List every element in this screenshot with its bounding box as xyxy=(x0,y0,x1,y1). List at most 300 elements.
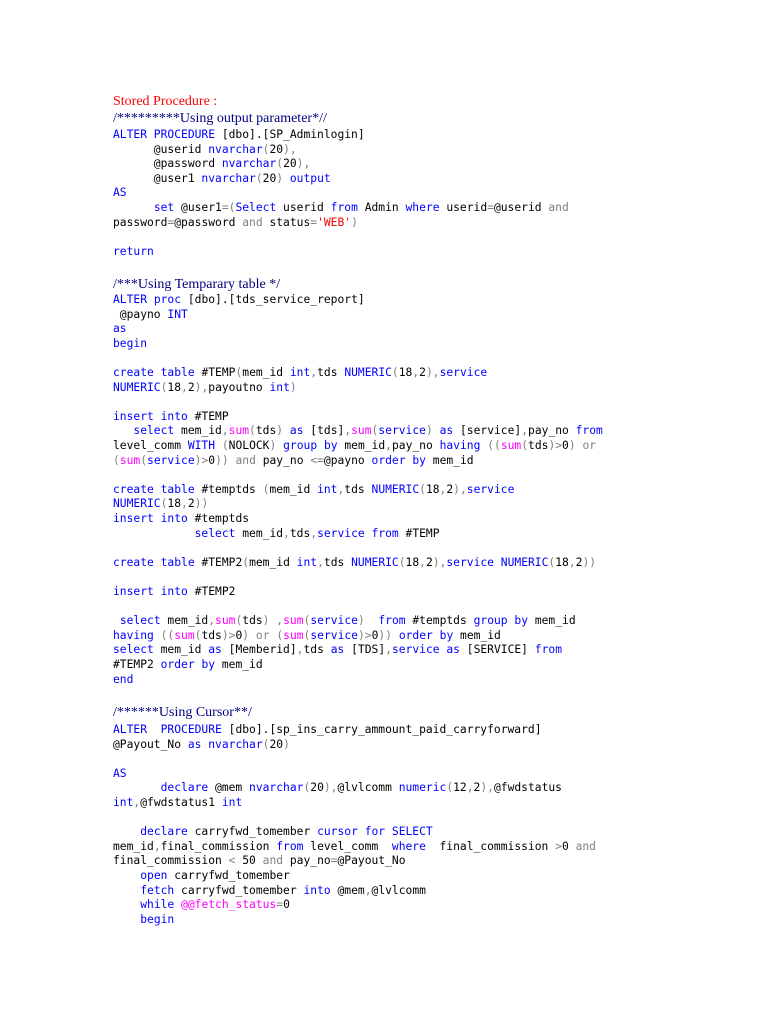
code-token: ( xyxy=(194,628,202,642)
code-token: int xyxy=(113,796,134,809)
code-token: sum xyxy=(283,614,304,628)
code-token: int xyxy=(289,366,311,379)
code-token xyxy=(154,366,161,379)
code-token: ( xyxy=(391,366,399,379)
code-token: @userid xyxy=(493,201,549,214)
code-token: mem_id xyxy=(528,614,576,628)
code-token: @lvlcomm xyxy=(371,883,426,897)
code-token: (( xyxy=(160,628,175,642)
code-token: service xyxy=(391,643,440,657)
code-token: , xyxy=(568,555,576,569)
code-token xyxy=(358,825,365,838)
code-line xyxy=(113,824,433,839)
code-token: into xyxy=(303,883,331,897)
code-token: userid xyxy=(439,201,488,214)
code-line xyxy=(113,244,154,259)
code-token: as xyxy=(187,737,202,751)
code-token: mem_id xyxy=(153,643,209,657)
code-line xyxy=(113,511,249,526)
code-token: )> xyxy=(221,628,236,642)
code-token: )> xyxy=(548,439,563,452)
code-token: )) xyxy=(378,628,392,642)
code-token: 20 xyxy=(269,737,284,751)
code-token: userid xyxy=(276,201,331,214)
code-token: [service] xyxy=(453,424,522,438)
code-token: service xyxy=(317,526,365,540)
code-token: [tds] xyxy=(303,424,345,438)
code-token: tds xyxy=(323,555,352,569)
code-token xyxy=(147,293,154,306)
code-token: select xyxy=(113,643,154,657)
code-token: from xyxy=(276,839,304,853)
code-token: mem_id xyxy=(215,658,263,671)
code-token: @fwdstatus1 xyxy=(140,796,222,809)
code-token: @password xyxy=(113,157,222,171)
code-token: (( xyxy=(487,439,501,452)
code-token: tds xyxy=(303,643,331,657)
code-token: ) xyxy=(269,439,277,452)
code-line xyxy=(113,839,596,854)
code-token: @lvlcomm xyxy=(337,781,399,795)
code-token: from xyxy=(330,201,358,214)
section-heading-cursor: /******Using Cursor**/ xyxy=(113,705,252,720)
code-token: level_comm xyxy=(113,439,188,452)
code-token: by xyxy=(412,453,426,467)
code-line xyxy=(113,171,331,186)
code-token: service xyxy=(310,628,358,642)
code-token: ALTER xyxy=(113,293,148,306)
code-token: and xyxy=(235,453,256,467)
code-token: ) xyxy=(262,614,270,628)
code-token: ( xyxy=(235,614,243,628)
code-token: ( xyxy=(262,482,270,496)
code-token: < xyxy=(228,854,236,868)
code-token: fetch xyxy=(140,883,175,897)
code-token: #TEMP2 xyxy=(187,585,236,598)
code-token xyxy=(113,898,140,911)
code-token: ( xyxy=(221,439,229,452)
code-token: service xyxy=(466,482,515,496)
code-token: nvarchar xyxy=(208,737,263,751)
code-token xyxy=(113,781,161,794)
code-token: ( xyxy=(303,781,311,795)
code-token: @user1 xyxy=(113,171,202,185)
section-heading-temporary-table: /***Using Temparary table */ xyxy=(113,277,281,292)
code-token: from xyxy=(371,526,399,540)
code-token: ), xyxy=(480,781,494,795)
code-token xyxy=(385,825,392,838)
code-token: create xyxy=(113,482,154,496)
code-token: ), xyxy=(296,157,311,171)
code-token: by xyxy=(514,614,529,628)
code-token: nvarchar xyxy=(201,171,256,185)
code-token: service xyxy=(446,555,494,569)
code-token: mem_id xyxy=(174,424,222,438)
code-token: carryfwd_tomember xyxy=(174,883,304,897)
code-token: = xyxy=(276,898,284,912)
code-token: ( xyxy=(262,737,270,751)
code-token: ), xyxy=(453,482,467,496)
code-token: #TEMP xyxy=(398,526,440,540)
code-token: #TEMP xyxy=(194,366,236,379)
code-token: end xyxy=(113,672,134,686)
code-token: select xyxy=(133,424,175,438)
code-token xyxy=(283,424,290,437)
code-token: @payno xyxy=(113,307,168,321)
code-token: as xyxy=(208,643,222,657)
code-token: ), xyxy=(432,555,447,569)
code-token: ) xyxy=(283,737,290,751)
code-token: final_commission xyxy=(425,839,556,853)
code-token: int xyxy=(269,380,290,394)
code-line xyxy=(113,722,542,737)
code-token xyxy=(154,556,161,569)
code-token: and xyxy=(548,201,569,214)
code-token: for xyxy=(364,825,386,839)
code-token: @mem xyxy=(208,781,250,795)
code-token: by xyxy=(201,658,216,671)
code-token: @Payout_No xyxy=(113,737,188,751)
code-token xyxy=(154,410,161,423)
code-token: NUMERIC xyxy=(500,555,549,569)
code-line xyxy=(113,321,127,336)
code-token: ( xyxy=(446,781,454,795)
code-token: NUMERIC xyxy=(351,555,399,569)
code-token: while xyxy=(140,898,175,912)
code-token: ) xyxy=(242,628,250,642)
code-token: final_commission xyxy=(160,839,277,853)
code-line xyxy=(113,336,147,351)
code-token: #temptds xyxy=(187,512,250,525)
code-token: , xyxy=(419,555,426,569)
code-line xyxy=(113,438,596,453)
code-token: #temptds xyxy=(405,614,474,628)
code-token: , xyxy=(317,555,324,569)
code-token xyxy=(113,913,140,926)
code-token: as xyxy=(446,643,460,657)
code-token: , xyxy=(153,839,161,853)
code-token: declare xyxy=(140,825,188,839)
code-token: begin xyxy=(140,912,175,926)
code-token: service xyxy=(439,366,488,379)
code-token: nvarchar xyxy=(221,157,277,171)
code-token: tds xyxy=(255,424,277,438)
code-token: NUMERIC xyxy=(344,366,392,379)
code-token: )) xyxy=(194,497,209,511)
code-token: ALTER xyxy=(113,723,148,736)
code-token: as xyxy=(330,643,345,657)
code-token: ( xyxy=(521,439,529,452)
code-token: 18 xyxy=(167,497,182,511)
code-token: ( xyxy=(160,497,168,511)
code-token xyxy=(113,614,120,627)
code-token xyxy=(215,439,222,452)
code-token: ( xyxy=(262,142,270,156)
code-token xyxy=(433,424,440,437)
code-token: ( xyxy=(255,171,263,185)
code-token: ( xyxy=(160,380,168,394)
code-token: ), xyxy=(194,380,209,394)
code-token: return xyxy=(113,244,154,258)
code-token: @@fetch_status xyxy=(181,898,277,912)
code-token xyxy=(317,439,324,452)
code-token: int xyxy=(221,796,243,809)
code-token: NUMERIC xyxy=(371,482,420,496)
code-line xyxy=(113,292,365,307)
code-token: 2 xyxy=(187,497,195,511)
code-token: ) xyxy=(276,424,284,438)
code-token xyxy=(113,424,133,437)
code-token: ) xyxy=(289,380,297,394)
code-token: )) xyxy=(215,453,229,467)
code-token: 18 xyxy=(425,482,440,496)
code-token: 20 xyxy=(310,781,324,795)
code-token: , xyxy=(364,883,372,897)
code-token xyxy=(147,723,161,736)
code-token: mem_id xyxy=(160,614,209,628)
code-token: , xyxy=(208,614,216,628)
code-token: by xyxy=(323,439,338,452)
code-token: from xyxy=(534,643,563,657)
code-token: select xyxy=(119,614,161,628)
code-line xyxy=(113,526,440,541)
code-line xyxy=(113,200,569,215)
code-token: 'WEB' xyxy=(317,215,352,229)
code-token: 12 xyxy=(453,781,467,795)
code-token: , xyxy=(310,526,318,540)
code-token: group xyxy=(473,614,508,628)
code-token: ( xyxy=(303,628,311,642)
code-line xyxy=(113,883,426,898)
code-token: , xyxy=(521,424,529,438)
code-token: ( xyxy=(242,555,250,569)
code-token: )> xyxy=(194,453,209,467)
code-token: 2 xyxy=(187,380,195,394)
code-token: insert xyxy=(113,409,154,423)
code-line xyxy=(113,737,290,752)
code-token: insert xyxy=(113,512,154,525)
code-token: Admin xyxy=(357,201,406,214)
code-line xyxy=(113,380,297,395)
code-token: nvarchar xyxy=(249,781,304,795)
code-token: #temptds xyxy=(194,482,263,496)
code-token: 50 xyxy=(235,854,263,868)
code-token: carryfwd_tomember xyxy=(167,869,290,882)
code-token: [SERVICE] xyxy=(459,643,535,657)
code-token: , xyxy=(181,497,188,511)
code-line xyxy=(113,628,501,643)
code-token: tds xyxy=(317,366,345,379)
code-line xyxy=(113,496,208,511)
code-token: @Payout_No xyxy=(337,854,406,868)
code-line xyxy=(113,142,297,157)
code-token: pay_no xyxy=(283,854,331,868)
code-token: , xyxy=(133,796,141,809)
code-token: table xyxy=(160,366,195,379)
code-token: [dbo].[SP_Adminlogin] xyxy=(215,128,365,141)
code-line xyxy=(113,672,133,687)
code-line xyxy=(113,613,576,628)
code-token: 0 xyxy=(562,439,569,452)
code-line xyxy=(113,868,290,883)
code-token: ), xyxy=(283,142,297,156)
code-token: ) xyxy=(568,439,576,452)
code-token: , xyxy=(310,366,318,379)
code-token: tds xyxy=(528,439,549,452)
code-line xyxy=(113,584,235,599)
code-token: tds xyxy=(242,614,263,628)
code-line xyxy=(113,185,127,200)
code-token: NUMERIC xyxy=(113,497,161,511)
code-token: , xyxy=(344,424,352,438)
code-token: tds xyxy=(344,482,372,496)
code-line xyxy=(113,127,365,142)
code-token: mem_id xyxy=(235,526,284,540)
code-token: ( xyxy=(249,424,256,438)
code-token: table xyxy=(160,482,195,496)
section-heading-output-parameter: /*********Using output parameter*// xyxy=(113,111,327,126)
code-token: = xyxy=(330,854,338,868)
code-token: and xyxy=(575,839,596,853)
code-token: @user1 xyxy=(174,201,222,214)
code-token: declare xyxy=(160,781,209,795)
code-token: service xyxy=(147,453,195,467)
code-token: AS xyxy=(113,186,127,200)
code-token xyxy=(113,825,140,838)
code-token: as xyxy=(113,322,127,336)
code-token: [dbo].[sp_ins_carry_ammount_paid_carryforward] xyxy=(221,723,542,736)
code-token xyxy=(433,629,440,642)
code-line xyxy=(113,657,263,672)
code-token: , xyxy=(276,614,284,628)
code-token: @userid xyxy=(113,142,209,156)
code-line xyxy=(113,482,514,497)
code-line xyxy=(113,853,406,868)
code-token xyxy=(113,201,154,214)
code-token: table xyxy=(160,555,195,569)
code-token: NUMERIC xyxy=(113,380,161,394)
code-token: 18 xyxy=(167,380,182,394)
code-token: = xyxy=(487,201,494,214)
code-token: , xyxy=(385,643,392,657)
code-token xyxy=(154,512,161,525)
code-token: ) xyxy=(351,215,358,229)
code-token: 20 xyxy=(283,157,297,171)
code-line xyxy=(113,642,562,657)
code-token: ( xyxy=(303,614,311,628)
code-token: ( xyxy=(398,555,406,569)
code-line xyxy=(113,897,290,912)
code-token: where xyxy=(391,839,426,853)
code-token: begin xyxy=(113,336,148,350)
code-token: Select xyxy=(235,201,277,214)
code-token: ( xyxy=(276,628,284,642)
document-title: Stored Procedure : xyxy=(113,94,218,109)
code-token: 2 xyxy=(473,781,481,795)
code-token xyxy=(392,629,399,642)
code-token: mem_id xyxy=(453,628,501,642)
code-token xyxy=(154,585,161,598)
code-token: as xyxy=(289,424,304,438)
code-token: 2 xyxy=(575,555,583,569)
code-token: ( xyxy=(276,157,284,171)
code-token: 0 xyxy=(561,839,576,853)
code-token: or xyxy=(255,628,270,642)
code-token: @payno xyxy=(323,453,372,467)
code-token: ( xyxy=(419,482,426,496)
code-token: , xyxy=(412,366,420,379)
code-token xyxy=(249,629,256,642)
code-token: sum xyxy=(500,439,522,452)
code-token: 18 xyxy=(555,555,569,569)
code-token: into xyxy=(160,512,188,525)
code-token: @password xyxy=(174,215,243,229)
code-token: 2 xyxy=(446,482,454,496)
code-token: tds xyxy=(201,628,222,642)
code-token: into xyxy=(160,409,188,423)
code-token: mem_id xyxy=(425,453,474,467)
code-token: payoutno xyxy=(208,380,270,394)
code-token: sum xyxy=(351,424,372,438)
code-token: 20 xyxy=(262,171,277,185)
code-token: ) xyxy=(357,614,365,628)
code-line xyxy=(113,365,487,380)
code-token: mem_id xyxy=(337,439,386,452)
code-token: cursor xyxy=(317,825,358,839)
code-token xyxy=(494,556,501,569)
code-token: sum xyxy=(283,628,304,642)
code-token: NOLOCK xyxy=(228,439,270,452)
code-token: )> xyxy=(357,628,372,642)
code-line xyxy=(113,307,188,322)
code-token: where xyxy=(405,201,440,214)
code-token: ( xyxy=(235,366,243,379)
code-token: 0 xyxy=(283,898,290,912)
code-token: 0 xyxy=(371,628,379,642)
code-token: mem_id xyxy=(269,482,318,496)
code-token: , xyxy=(283,526,290,540)
code-token xyxy=(113,884,140,897)
code-token: sum xyxy=(215,614,236,628)
code-token: and xyxy=(262,854,284,868)
code-token: from xyxy=(575,424,603,438)
code-token: #TEMP2 xyxy=(194,555,243,569)
code-token: pay_no xyxy=(528,424,576,438)
code-token: ( xyxy=(548,555,556,569)
code-line xyxy=(113,555,596,570)
code-token: by xyxy=(439,628,454,642)
code-token: 18 xyxy=(398,366,413,379)
code-token: int xyxy=(317,482,338,496)
code-token: = xyxy=(167,215,175,229)
code-token: open xyxy=(140,869,168,882)
code-token: numeric xyxy=(398,781,447,795)
code-line xyxy=(113,766,127,781)
code-token: as xyxy=(439,424,454,438)
code-token: carryfwd_tomember xyxy=(187,825,318,839)
code-token: @fwdstatus xyxy=(493,781,562,795)
code-line xyxy=(113,780,562,795)
code-token: AS xyxy=(113,766,127,780)
code-token: [dbo].[tds_service_report] xyxy=(181,293,365,306)
code-token: 2 xyxy=(425,555,433,569)
code-token: ( xyxy=(371,424,379,438)
code-token: INT xyxy=(167,307,188,321)
code-token: , xyxy=(385,439,392,452)
code-token: tds xyxy=(289,526,311,540)
code-token: output xyxy=(289,171,331,185)
code-token: order xyxy=(398,628,433,642)
